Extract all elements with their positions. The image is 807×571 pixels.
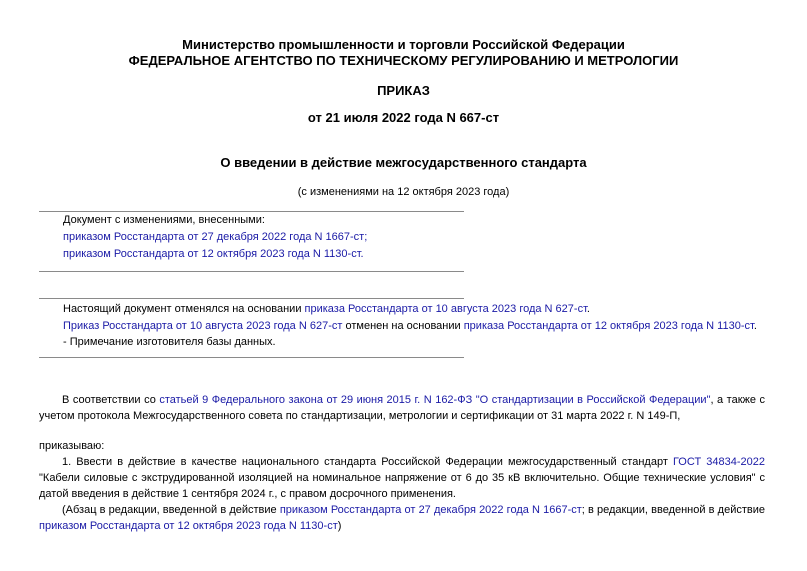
amendment-link-1130[interactable]: приказом Росстандарта от 12 октября 2023 года N 1130-ст (39, 520, 338, 532)
change-link-1667[interactable]: приказом Росстандарта от 27 декабря 2022 года N 1667-ст; (63, 231, 368, 243)
database-note: - Примечание изготовителя базы данных. (63, 336, 276, 348)
amendment-link-1667[interactable]: приказом Росстандарта от 27 декабря 2022 года N 1667-ст (279, 504, 582, 516)
repeal-link-627[interactable]: приказа Росстандарта от 10 августа 2023 года N 627-ст (304, 303, 587, 315)
repeal-line-1 (63, 303, 590, 315)
repeal-text: Настоящий документ отменялся на основании (63, 303, 305, 315)
ministry-name: Министерство промышленности и торговли Российской Федерации (182, 37, 625, 52)
changes-note: (с изменениями на 12 октября 2023 года) (297, 186, 510, 198)
divider (39, 298, 464, 299)
amendment-mid: ; в редакции, введенной в действие (581, 504, 765, 516)
changes-intro: Документ с изменениями, внесенными: (63, 214, 265, 226)
agency-name: ФЕДЕРАЛЬНОЕ АГЕНТСТВО ПО ТЕХНИЧЕСКОМУ РЕГУЛИРОВАНИЮ И МЕТРОЛОГИИ (128, 53, 679, 68)
paragraph-amendment-note (39, 502, 765, 534)
divider (39, 271, 464, 272)
divider (39, 357, 464, 358)
paragraph-item-1 (39, 454, 765, 502)
amendment-end: ) (337, 520, 342, 532)
repeal-end: . (586, 303, 590, 315)
federal-law-link[interactable]: статьей 9 Федерального закона от 29 июня 2015 г. N 162-ФЗ "О стандартизации в Российской Федерации" (159, 394, 711, 406)
amendment-text: (Абзац в редакции, введенной в действие (62, 504, 280, 516)
document-type: ПРИКАЗ (377, 83, 430, 98)
item-1-end: "Кабели силовые с экструдированной изоляцией на номинальное напряжение от 6 до 35 кВ включительно. Общие технические условия" с датой введения в действие 1 сентября 2024 г., с правом досрочного применения. (39, 472, 765, 500)
order-word: приказываю: (39, 440, 105, 452)
basis-text: В соответствии со (62, 394, 160, 406)
divider (39, 211, 464, 212)
order-subject: О введении в действие межгосударственного стандарта (220, 155, 587, 170)
item-1-text: 1. Ввести в действие в качестве национального стандарта Российской Федерации межгосударственный стандарт (62, 456, 673, 468)
basis-end: , а также с учетом протокола Межгосударственного совета по стандартизации, метрологии и сертификации от 31 марта 2022 г. N 149-П, (39, 394, 766, 422)
change-link-1130[interactable]: приказом Росстандарта от 12 октября 2023 года N 1130-ст. (63, 248, 364, 260)
repeal-link-627-order[interactable]: Приказ Росстандарта от 10 августа 2023 года N 627-ст (63, 320, 343, 332)
repeal-link-1130[interactable]: приказа Росстандарта от 12 октября 2023 года N 1130-ст (463, 320, 754, 332)
repeal-line-2 (63, 320, 757, 332)
order-date-number: от 21 июля 2022 года N 667-ст (307, 110, 500, 125)
gost-link[interactable]: ГОСТ 34834-2022 (672, 456, 765, 468)
paragraph-basis (39, 392, 765, 424)
repeal-end-2: . (753, 320, 757, 332)
repeal-mid: отменен на основании (342, 320, 464, 332)
